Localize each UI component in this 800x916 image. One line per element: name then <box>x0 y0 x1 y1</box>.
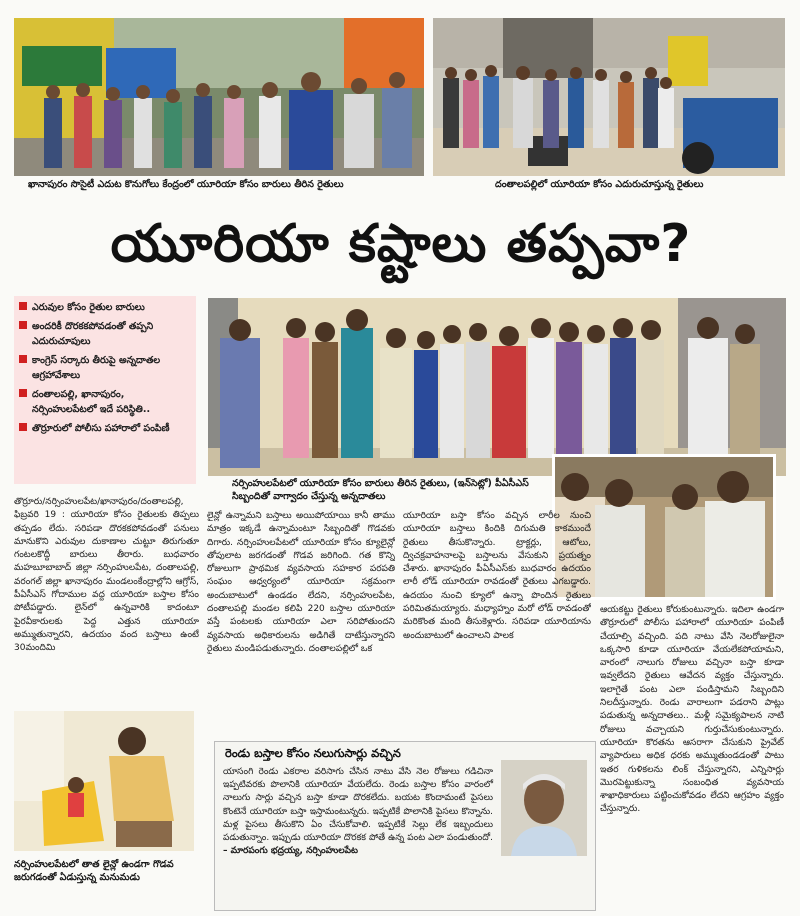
article-column-2: లైన్లో ఉన్నామని బస్తాలు అయిపోయాయి కానీ తాము మాత్రం ఇక్కడే ఉన్నామంటూ సిబ్బందితో గొడవకు దిగారు. నర్సింహులపేటలో యూరియా కోసం క్యూలైన్లో తోపులాట జరగడంతో గొడవ జరిగింది. గత కొన్ని రోజులుగా ప్రాథమిక వ్యవసాయ సహకార పరపతి సంఘం ఆధ్వర్యంలో యూరియా సక్రమంగా అందుబాటులో ఉండడం లేదని, నర్సింహులపేట, దంతాలపల్లి మండల కలిపి 220 బస్తాల యూరియా వస్తే పంటలకు యూరియా ఎలా సరిపోతుందని వ్యవసాయ అధికారులను అడిగితే దాటేస్తున్నారని రైతులు మండిపడుతున్నారు. దంతాలపల్లిలో ఒక <box>207 511 395 654</box>
photo-caption-narsimhulapet: నర్సింహులపేటలో యూరియా కోసం బారులు తీరిన రైతులు, (ఇన్‌సెట్లో) పీఏసీఎస్ సిబ్బందితో వాగ్వాదం చేస్తున్న అన్నదాతలు <box>232 478 529 502</box>
photo-dantalapalli-waiting <box>433 18 785 176</box>
highlight-item: దంతాలపల్లి, ఖానాపురం, నర్సింహులపేటలో ఇదే పరిస్థితి.. <box>14 387 196 417</box>
photo-caption-dantalapalli: దంతాలపల్లిలో యూరియా కోసం ఎదురుచూస్తున్న రైతులు <box>495 179 704 190</box>
quote-attribution: – మారపంగు భద్రయ్య, నర్సింహులపేట <box>223 846 358 857</box>
article-column-1: తొర్రూరు/నర్సింహులపేట/ఖానాపురం/దంతాలపల్లి, ఫిబ్రవరి 19 : యూరియా కోసం రైతులకు తిప్పలు తప్పడం లేదు. సరిపడా దొరకకపోవడంతో పనులు మానుకొని ఎరువుల దుకాణాల చుట్టూ తిరుగుతూ గంటలకొద్దీ బారులు తీరారు. బుధవారం మహబూబాబాద్ జిల్లా నర్సింహులపేట, దంతాలపల్లి, వరంగల్ జిల్లా ఖానాపురం మండలంకేంద్రాల్లోని ఆగ్రోస్, పీఏసీఎస్ గోదాముల వద్ద యూరియా బస్తాల కోసం పోటీపడ్డారు. లైన్‌లో ఉన్నవారికి కాదంటూ పైరవీకారులకు పెద్ద ఎత్తున యూరియా అమ్ముతున్నారని, ఉదయం వంద బస్తాలు ఉంటే 30మందిమి <box>14 497 199 654</box>
photo-narsimhulapet-queue <box>208 298 786 476</box>
farmer-portrait <box>501 760 587 856</box>
quote-box-text: యాసంగి రెండు ఎకరాల వరిసాగు చేసిన నాటు వేసి నెల రోజులు గడిచినా ఇప్పటివరకు పొలానికి యూరియా వేయలేదు. రెండు బస్తాల కోసం వారంలో నాలుగు సార్లు వచ్చిన బస్తా కూడా దొరకలేదు. బయట కొందామంటే పైసలు కొంటెనే యూరియా బస్తా ఇస్తామంటున్నరు. ఇప్పటికే పొలానికి పైసలు కొన్నాను. మళ్ల పైసలు తీసుకొని ఏం చేసుకోవాలి. ఇప్పటికే సెల్లు లేక ఇబ్బందులు పడుతున్నాం. ఇప్పుడు యూరియా దొరకక పోతే ఉన్న పంట ఎలా పండుతుందో. – మారపంగు భద్రయ్య, నర్సింహులపేట <box>223 767 493 857</box>
headline: యూరియా కష్టాలు తప్పవా? <box>110 214 692 274</box>
bullet-icon <box>19 423 27 431</box>
bullet-icon <box>19 355 27 363</box>
highlight-item: కాంగ్రెస్ సర్కారు తీరుపై అన్నదాతల ఆగ్రహావేశాలు <box>14 353 196 383</box>
photo-caption-khanapuram: ఖానాపురం సొసైటీ ఎదుట కొనుగోలు కేంద్రంలో యూరియా కోసం బారులు తీరిన రైతులు <box>28 179 344 190</box>
photo-grandson-crying <box>14 711 194 851</box>
article-column-3: యూరియా బస్తా కోసం వచ్చిన లారీల నుంచి యూరియా బస్తాలు కిందికి దిగుమతి కాకముందే రైతులు తీసుకొన్నారు. ట్రాక్టర్లు, ఆటోలు, ద్విచక్రవాహనాలపై బస్తాలను వేసుకుని ప్రయత్నం చేశారు. ఖానాపురం పీఏసీఎస్‌కు బుధవారం ఉదయం లారీ లోడ్ యూరియా రావడంతో రైతులు ఎగబడ్డారు. ఉదయం నుంచి క్యూలో ఉన్నా పొందిన రైతులు పరిమితమయ్యారు. మధ్యాహ్నం మరో లోడ్ రావడంతో మరికొంత మంది తీసుకెళ్లారు. సరిపడా యూరియాను అందుబాటులో ఉంచాలని పాలక <box>403 511 591 641</box>
quote-box <box>214 741 596 911</box>
highlights-box <box>14 296 196 484</box>
bullet-icon <box>19 321 27 329</box>
photo-caption-grandson: నర్సింహులపేటలో తాత లైన్లో ఉండగా గొడవ జరుగడంతో ఏడుస్తున్న మనుమడు <box>14 859 174 883</box>
bullet-icon <box>19 389 27 397</box>
highlight-item: ఎరువుల కోసం రైతుల బారులు <box>14 300 196 315</box>
quote-box-title: రెండు బస్తాల కోసం నలుగుసార్లు వచ్చిన <box>225 746 401 760</box>
photo-khanapuram-queue <box>14 18 424 176</box>
highlight-item: తొర్రూరులో పోలీసు పహారాలో పంపిణీ <box>14 421 196 436</box>
article-column-4: ఆయకట్టు రైతులు కోరుకుంటున్నారు. ఇదిలా ఉండగా తొర్రూరులో పోలీసు పహారాలో యూరియా పంపిణీ చేయాల్సి వచ్చింది. పది నాటు వేసి నెలరోజులైనా ఒక్కసారి కూడా యూరియా వేయలేకపోయామని, వారంలో నాలుగు రోజులు వచ్చినా బస్తా కూడా ఇవ్వలేదని రైతులు ఆవేదన వ్యక్తం చేస్తున్నారు. ఇలాగైతే పంట ఎలా పండిస్తామని సిబ్బందిని నిలదీస్తున్నారు. రెండు వారాలుగా పడరాని పాట్లు పడుతున్న అన్నదాతలు.. మళ్లీ సమైక్యపాలన నాటి రోజులు వచ్చాయని గుర్తుచేసుకుంటున్నారు. యూరియా కొరతను ఆసరాగా చేసుకుని ప్రైవేట్ వ్యాపారులు అధిక ధరకు అమ్ముతుండడంతో పాటు ఇతర గుళికలను లింక్ చేస్తున్నారని, ఎన్నిసార్లు మొరపెట్టుకున్నా సంబంధిత వ్యవసాయ శాఖాధికారులు పట్టించుకోవడం లేదని ఆగ్రహం వ్యక్తం చేస్తున్నారు. <box>600 605 784 815</box>
highlight-item: అందరికీ దొరకకపోవడంతో తప్పని ఎదురుచూపులు <box>14 319 196 349</box>
bullet-icon <box>19 302 27 310</box>
